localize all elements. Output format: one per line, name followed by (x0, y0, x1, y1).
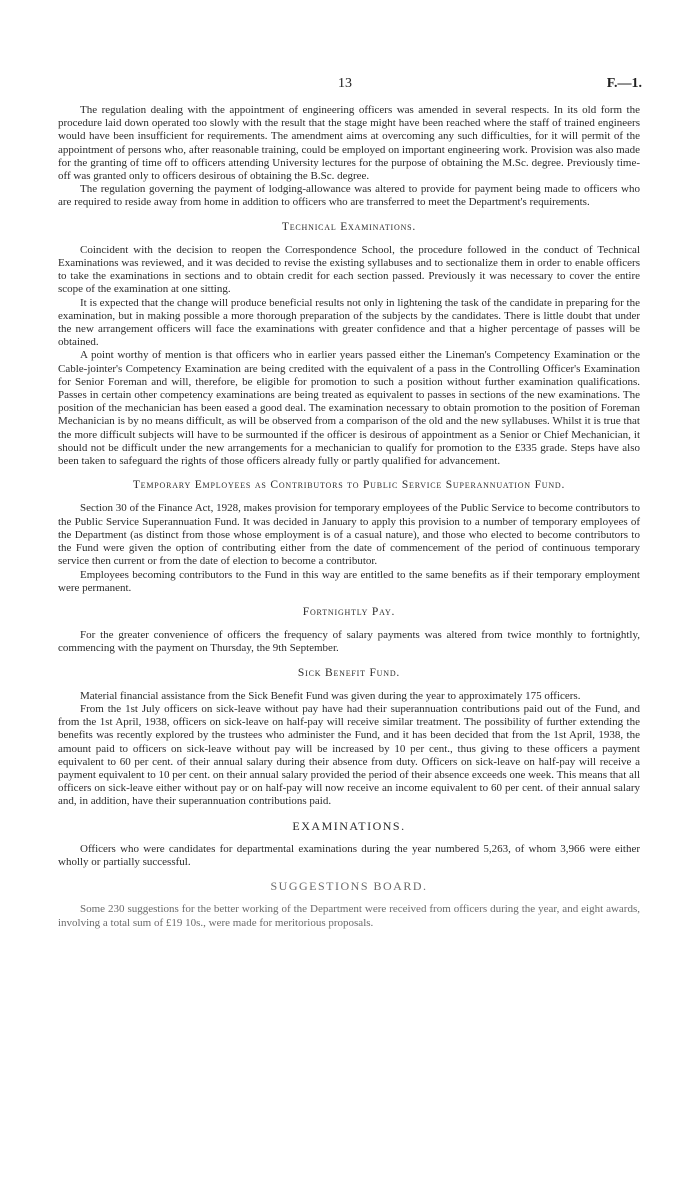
paragraph: Material financial assistance from the Sick Benefit Fund was given during the year to approximately 175 officers. (80, 689, 581, 702)
document-body (58, 104, 640, 930)
document-reference: F.—1. (606, 76, 642, 91)
paragraph: For the greater convenience of officers the frequency of salary payments was altered from twice monthly to fortnightly, commencing with the payment on Thursday, the 9th September. (58, 629, 640, 655)
paragraph: Employees becoming contributors to the Fund in this way are entitled to the same benefits as if their temporary employment were permanent. (58, 568, 640, 594)
page-header (0, 0, 700, 100)
section-heading: SUGGESTIONS BOARD. (270, 879, 428, 894)
paragraph: From the 1st July officers on sick-leave without pay have had their superannuation contributions paid out of the Fund, and from the 1st April, 1938, officers on sick-leave on half-pay will receive similar treatment. The possibility of further extending the benefits was recently explored by the trustees who administer the Fund, and it has been decided that from the 1st April, 1938, the amount paid to officers on sick-leave without pay will be increased by 10 per cent., thus giving to these officers a payment equivalent to 60 per cent. of their annual salary during their absence from duty. Officers on sick-leave on half-pay will receive a payment equivalent to 10 per cent. on their annual salary provided the period of their absence exceeds one week. This means that all officers on sick-leave either without pay or on half-pay will now receive an income equivalent to 60 per cent. of their annual salary and, in addition, have their superannuation contributions paid. (58, 702, 640, 808)
section-sick-benefit-fund (58, 667, 640, 809)
paragraph: Coincident with the decision to reopen the Correspondence School, the procedure followed in the conduct of Technical Examinations was reviewed, and it was decided to revise the existing syllabuses and to sectionalize them in order to enable officers to take the examinations in sections and to obtain credit for each section passed. Previously it was necessary to cover the entire scope of the examination at one sitting. (58, 243, 640, 296)
section-heading: Fortnightly Pay. (302, 605, 396, 618)
paragraph: The regulation dealing with the appointment of engineering officers was amended in several respects. In its old form the procedure laid down operated too slowly with the result that the stage might have been reached where the staff of trained engineers would have been insufficient for requirements. The amendment aims at overcoming any such difficulties, for it will permit of the appointment of persons who, after reasonable training, could be employed on important engineering work. Provision was also made for the granting of time off to officers attending University lectures for the purpose of obtaining the M.Sc. degree. Previously time-off was granted only to officers desirous of obtaining the B.Sc. degree. (58, 104, 640, 183)
paragraph: The regulation governing the payment of lodging-allowance was altered to provide for payment being made to officers who are required to reside away from home in addition to officers who are transferred to meet the Department's requirements. (58, 183, 640, 209)
section-suggestions-board (58, 880, 640, 930)
paragraph: A point worthy of mention is that officers who in earlier years passed either the Lineman's Competency Examination or the Cable-jointer's Competency Examination are being credited with the equivalent of a pass in the Controlling Officer's Examination for Senior Foreman and will, therefore, be eligible for promotion to such a position without further examination qualifications. Passes in certain other competency examinations are being treated as equivalent to passes in sections of the new examinations. The position of the mechanician has been eased a good deal. The examination necessary to obtain promotion to the position of Foreman Mechanician is by no means difficult, as will be observed from a comparison of the old and the new syllabuses. Whilst it is true that the more difficult subjects will have to be surmounted if the officer is desirous of appointment as a Senior or Chief Mechanician, it should not be difficult under the new arrangements for a mechanician to qualify for promotion to the £335 grade. Steps have also been taken to safeguard the rights of those officers already fully or partly qualified for advancement. (58, 349, 640, 468)
section-heading: Technical Examinations. (281, 220, 417, 233)
section-temporary-employees (58, 479, 640, 595)
section-intro (58, 104, 640, 210)
paragraph: Some 230 suggestions for the better working of the Department were received from officers during the year, and eight awards, involving a total sum of £19 10s., were made for meritorious proposals. (58, 903, 640, 929)
page-number: 13 (338, 76, 352, 91)
section-examinations (58, 820, 640, 870)
paragraph: Section 30 of the Finance Act, 1928, makes provision for temporary employees of the Public Service to become contributors to the Public Service Superannuation Fund. It was decided in January to apply this provision to a number of temporary employees of the Department (as distinct from those whose employment is of a casual nature), and those who elected to become contributors to the Fund were given the option of contributing either from the date of commencement of the period of continuous temporary service then current or from the date of election to become a contributor. (58, 502, 640, 568)
paragraph: It is expected that the change will produce beneficial results not only in lightening the task of the candidate in preparing for the examination, but in making possible a more thorough preparation of the subjects by the candidates. There is little doubt that under the new arrangement officers will face the examinations with greater confidence and that a higher percentage of passes will be obtained. (58, 296, 640, 349)
section-heading: Temporary Employees as Contributors to Public Service Superannuation Fund. (132, 479, 566, 492)
section-technical-examinations (58, 221, 640, 469)
paragraph: Officers who were candidates for departmental examinations during the year numbered 5,263, of whom 3,966 were either wholly or partially successful. (58, 842, 640, 868)
section-heading: EXAMINATIONS. (292, 818, 406, 833)
section-fortnightly-pay (58, 606, 640, 656)
section-heading: Sick Benefit Fund. (297, 666, 401, 679)
